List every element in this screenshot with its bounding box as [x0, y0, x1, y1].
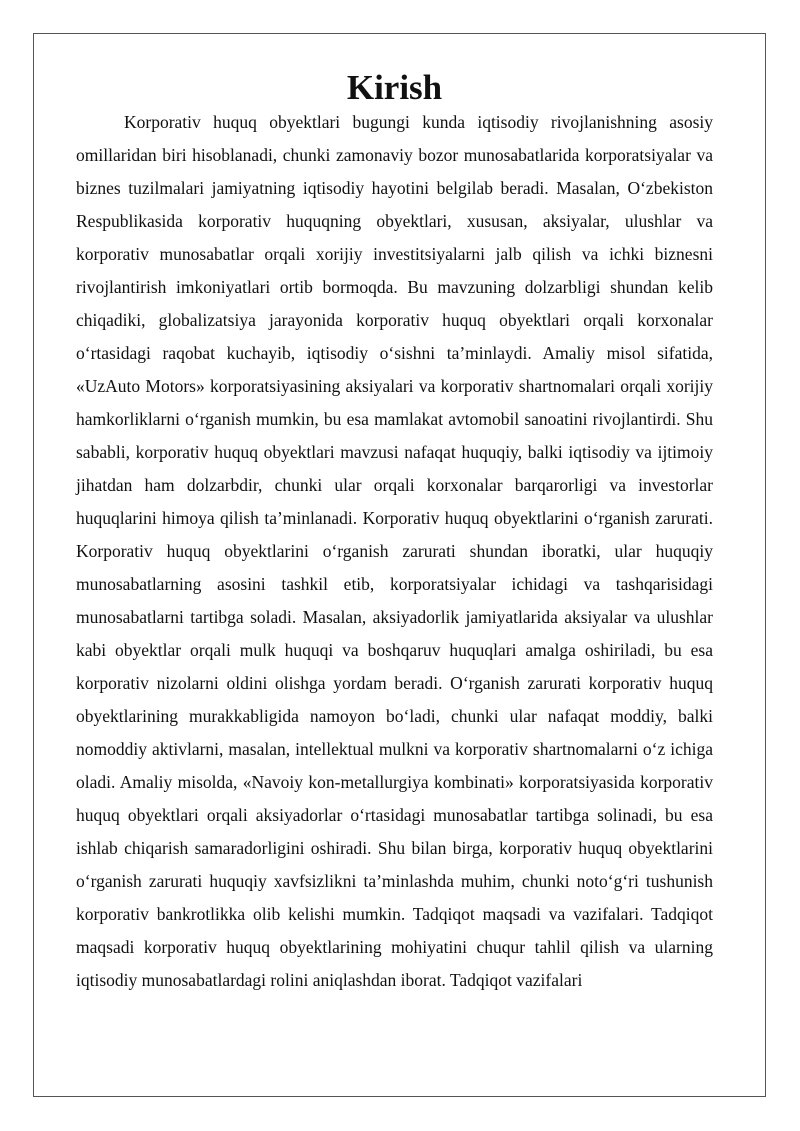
body-paragraph: Korporativ huquq obyektlari bugungi kunda iqtisodiy rivojlanishning asosiy omillaridan biri hisoblanadi, chunki zamonaviy bozor munosabatlarida korporatsiyalar va biznes tuzilmalari jamiyatning iqtisodiy hayotini belgilab beradi. Masalan, O‘zbekiston Respublikasida korporativ huquqning obyektlari, xususan, aksiyalar, ulushlar va korporativ munosabatlar orqali xorijiy investitsiyalarni jalb qilish va ichki biznesni rivojlantirish imkoniyatlari ortib bormoqda. Bu mavzuning dolzarbligi shundan kelib chiqadiki, globalizatsiya jarayonida korporativ huquq obyektlari orqali korxonalar o‘rtasidagi raqobat kuchayib, iqtisodiy o‘sishni ta’minlaydi. Amaliy misol sifatida, «UzAuto Motors» korporatsiyasining aksiyalari va korporativ shartnomalari orqali xorijiy hamkorliklarni o‘rganish mumkin, bu esa mamlakat avtomobil sanoatini rivojlantirdi. Shu sababli, korporativ huquq obyektlari mavzusi nafaqat huquqiy, balki iqtisodiy va ijtimoiy jihatdan ham dolzarbdir, chunki ular orqali korxonalar barqarorligi va investorlar huquqlarini himoya qilish ta’minlanadi. Korporativ huquq obyektlarini o‘rganish zarurati. Korporativ huquq obyektlarini o‘rganish zarurati shundan iboratki, ular huquqiy munosabatlarning asosini tashkil etib, korporatsiyalar ichidagi va tashqarisidagi munosabatlarni tartibga soladi. Masalan, aksiyadorlik jamiyatlarida aksiyalar va ulushlar kabi obyektlar orqali mulk huquqi va boshqaruv huquqlari amalga oshiriladi, bu esa korporativ nizolarni oldini olishga yordam beradi. O‘rganish zarurati korporativ huquq obyektlarining murakkabligida namoyon bo‘ladi, chunki ular nafaqat moddiy, balki nomoddiy aktivlarni, masalan, intellektual mulkni va korporativ shartnomalarni o‘z ichiga oladi. Amaliy misolda, «Navoiy kon-metallurgiya kombinati» korporatsiyasida korporativ huquq obyektlari orqali aksiyadorlar o‘rtasidagi munosabatlar tartibga solinadi, bu esa ishlab chiqarish samaradorligini oshiradi. Shu bilan birga, korporativ huquq obyektlarini o‘rganish zarurati huquqiy xavfsizlikni ta’minlashda muhim, chunki noto‘g‘ri tushunish korporativ bankrotlikka olib kelishi mumkin. Tadqiqot maqsadi va vazifalari. Tadqiqot maqsadi korporativ huquq obyektlarining mohiyatini chuqur tahlil qilish va ularning iqtisodiy munosabatlardagi rolini aniqlashdan iborat. Tadqiqot vazifalari: [76, 112, 713, 990]
document-content: [76, 68, 713, 997]
section-title: Kirish: [346, 68, 443, 107]
